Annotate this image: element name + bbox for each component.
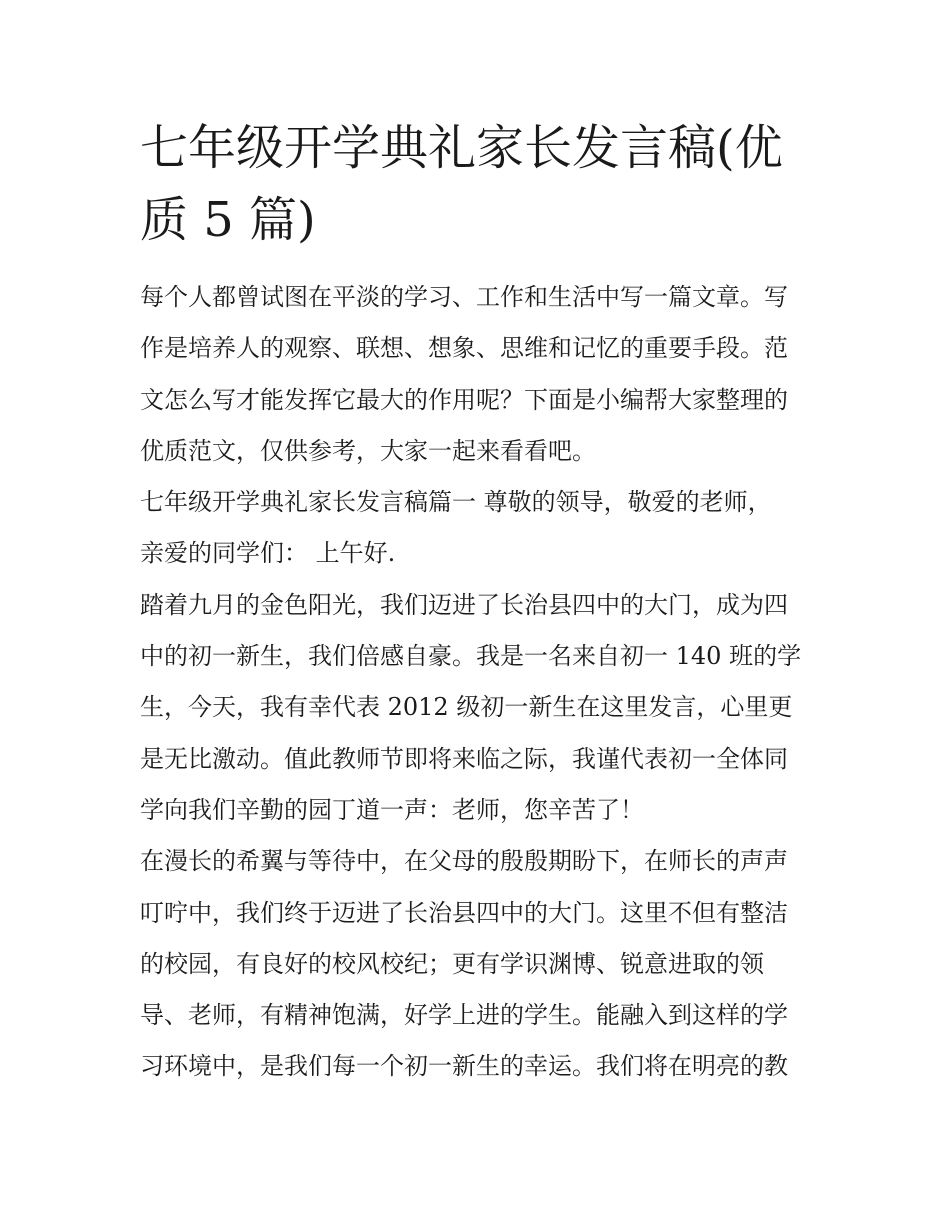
document-title: [140, 112, 820, 256]
body-line: 文怎么写才能发挥它最大的作用呢？下面是小编帮大家整理的: [140, 385, 788, 414]
body-line: 习环境中，是我们每一个初一新生的幸运。我们将在明亮的教: [140, 1052, 788, 1081]
body-line: 踏着九月的金色阳光，我们迈进了长治县四中的大门，成为四: [140, 590, 788, 619]
body-line: 的校园，有良好的校风校纪；更有学识渊博、锐意进取的领: [140, 949, 764, 978]
body-line: 中的初一新生，我们倍感自豪。我是一名来自初一 140 班的学: [140, 642, 802, 671]
body-line: 生，今天，我有幸代表 2012 级初一新生在这里发言，心里更: [140, 693, 793, 722]
body-line: 叮咛中，我们终于迈进了长治县四中的大门。这里不但有整洁: [140, 898, 788, 927]
body-line: 学向我们辛勤的园丁道一声：老师，您辛苦了！: [140, 795, 644, 824]
body-line: 每个人都曾试图在平淡的学习、工作和生活中写一篇文章。写: [140, 283, 788, 311]
body-line: 优质范文，仅供参考，大家一起来看看吧。: [140, 436, 596, 465]
body-line: 作是培养人的观察、联想、想象、思维和记忆的重要手段。范: [140, 334, 788, 363]
body-line: 七年级开学典礼家长发言稿篇一 尊敬的领导，敬爱的老师，: [140, 488, 772, 517]
title-line: 七年级开学典礼家长发言稿(优: [140, 120, 783, 176]
body-line: 是无比激动。值此教师节即将来临之际，我谨代表初一全体同: [140, 744, 788, 773]
title-line: 质 5 篇): [140, 192, 316, 248]
body-line: 导、老师，有精神饱满，好学上进的学生。能融入到这样的学: [140, 1001, 788, 1030]
body-line: 亲爱的同学们： 上午好.: [140, 539, 396, 568]
body-line: 在漫长的希翼与等待中，在父母的殷殷期盼下，在师长的声声: [140, 847, 788, 876]
document-body: [140, 272, 820, 1093]
